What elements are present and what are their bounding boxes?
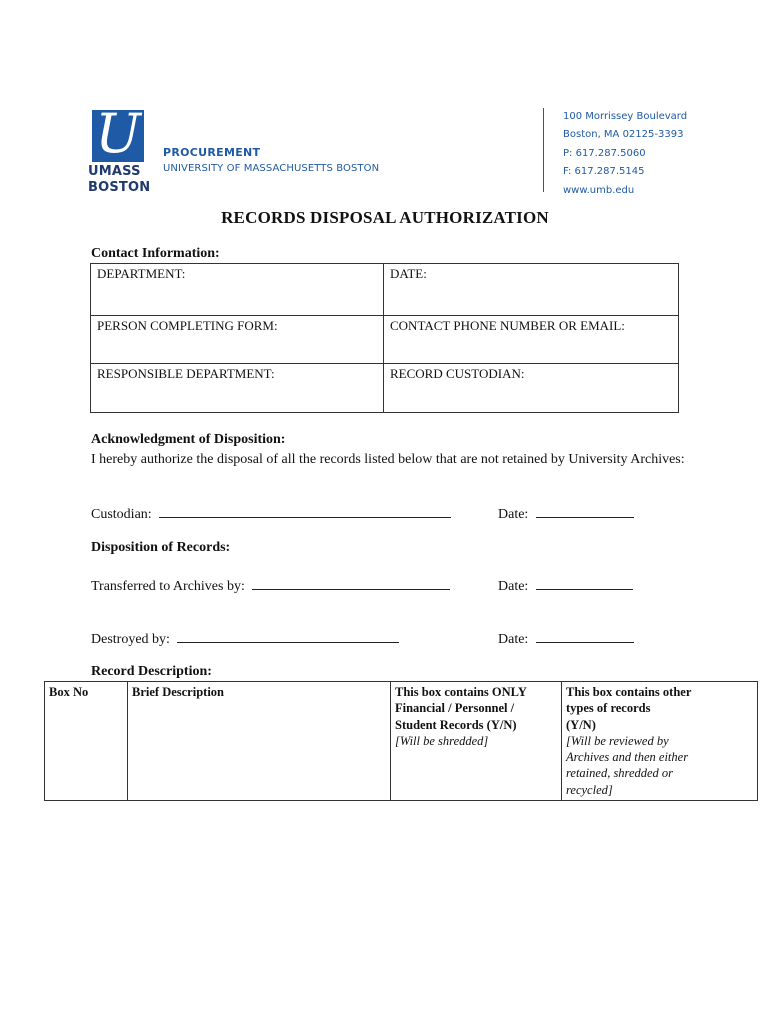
record-description-table [44, 681, 758, 801]
acknowledgment-label: Acknowledgment of Disposition: [91, 432, 286, 447]
header-divider [543, 108, 544, 192]
custodian-date-line[interactable] [536, 503, 634, 518]
financial-header-note: [Will be shredded] [395, 733, 489, 748]
custodian-label: Custodian: [91, 507, 152, 522]
logo-line-2: BOSTON [88, 180, 151, 195]
box-no-header [45, 682, 128, 801]
person-completing-field[interactable] [91, 316, 384, 364]
department-field[interactable] [91, 264, 384, 316]
contact-phone-label: CONTACT PHONE NUMBER OR EMAIL: [390, 318, 625, 333]
logo-line-1: UMASS [88, 164, 141, 179]
address-fax: F: 617.287.5145 [563, 166, 645, 178]
transferred-signature-line[interactable] [252, 575, 450, 590]
responsible-department-label: RESPONSIBLE DEPARTMENT: [97, 366, 275, 381]
other-header-note: [Will be reviewed by [566, 733, 669, 748]
destroyed-row [91, 628, 399, 648]
other-header-note: retained, shredded or [566, 766, 674, 781]
transferred-date-label: Date: [498, 579, 529, 594]
other-header-line: types of records [566, 701, 651, 716]
destroyed-label: Destroyed by: [91, 632, 170, 647]
custodian-date-row [498, 503, 634, 523]
disposition-label: Disposition of Records: [91, 540, 231, 555]
custodian-row [91, 503, 451, 523]
form-title: RECORDS DISPOSAL AUTHORIZATION [221, 208, 549, 227]
transferred-date-row [498, 575, 633, 595]
destroyed-date-line[interactable] [536, 628, 634, 643]
other-header-line: (Y/N) [566, 717, 596, 732]
transferred-date-line[interactable] [536, 575, 633, 590]
address-street: 100 Morrissey Boulevard [563, 111, 688, 122]
contact-phone-field[interactable] [384, 316, 679, 364]
department-heading [163, 146, 379, 174]
date-field-label: DATE: [390, 266, 427, 281]
university-name: UNIVERSITY OF MASSACHUSETTS BOSTON [163, 163, 380, 174]
destroyed-signature-line[interactable] [177, 628, 399, 643]
person-completing-label: PERSON COMPLETING FORM: [97, 318, 278, 333]
address-block [563, 108, 687, 200]
other-header-line: This box contains other [566, 685, 692, 699]
address-city: Boston, MA 02125-3393 [563, 129, 684, 141]
contact-info-label: Contact Information: [91, 246, 220, 261]
custodian-date-label: Date: [498, 507, 529, 522]
destroyed-date-row [498, 628, 634, 648]
transferred-label: Transferred to Archives by: [91, 579, 245, 594]
other-header-note: Archives and then either [566, 750, 689, 765]
brief-description-header-label: Brief Description [132, 685, 224, 699]
record-description-label: Record Description: [91, 664, 212, 679]
logo-letter: U [95, 102, 141, 165]
financial-records-header [391, 682, 562, 801]
record-custodian-field[interactable] [384, 364, 679, 413]
other-header-note: recycled] [566, 782, 613, 797]
address-phone: P: 617.287.5060 [563, 147, 646, 159]
acknowledgment-text: I hereby authorize the disposal of all the records listed below that are not retained by University Archives: [91, 452, 685, 467]
box-no-header-label: Box No [49, 685, 89, 699]
contact-info-table [90, 263, 679, 413]
brief-description-header [128, 682, 391, 801]
address-website: www.umb.edu [563, 184, 635, 196]
financial-header-line: Student Records (Y/N) [395, 717, 517, 732]
date-field[interactable] [384, 264, 679, 316]
umass-boston-logo [88, 102, 151, 195]
department-name: PROCUREMENT [163, 146, 261, 159]
destroyed-date-label: Date: [498, 632, 529, 647]
custodian-signature-line[interactable] [159, 503, 451, 518]
responsible-department-field[interactable] [91, 364, 384, 413]
other-records-header [562, 682, 758, 801]
record-custodian-label: RECORD CUSTODIAN: [390, 366, 525, 381]
department-field-label: DEPARTMENT: [97, 266, 186, 281]
transferred-row [91, 575, 450, 595]
financial-header-line: Financial / Personnel / [395, 701, 515, 716]
financial-header-line: This box contains ONLY [395, 685, 527, 699]
